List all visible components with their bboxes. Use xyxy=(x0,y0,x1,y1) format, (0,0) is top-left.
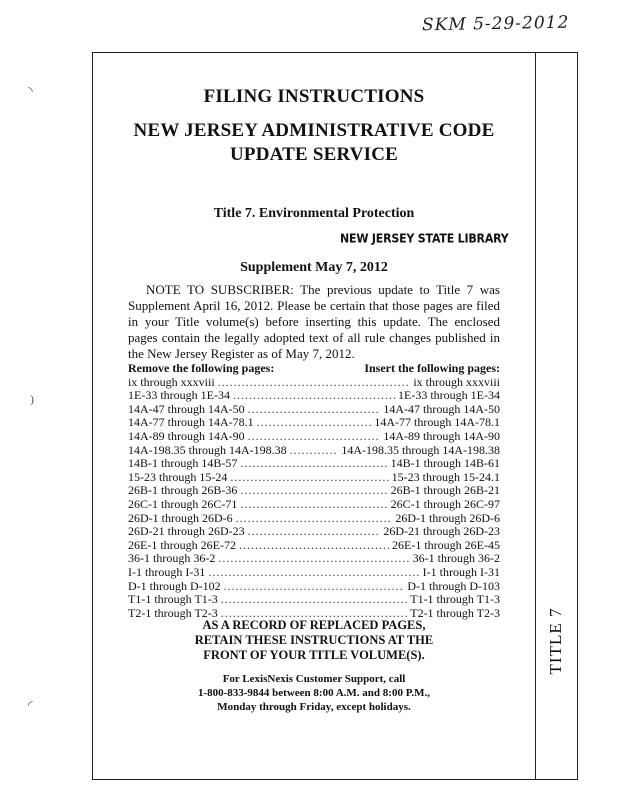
page-range-row xyxy=(128,552,500,566)
remove-range: 26E-1 through 26E-72 xyxy=(128,537,236,552)
remove-range: 14A-77 through 14A-78.1 xyxy=(128,415,254,430)
remove-range: ix through xxxviii xyxy=(128,374,215,389)
page-range-row xyxy=(128,389,500,403)
dot-leader xyxy=(224,580,405,594)
insert-range: 14B-1 through 14B-61 xyxy=(390,456,500,471)
pages-table-header xyxy=(128,362,500,376)
support-line: Monday through Friday, except holidays. xyxy=(217,701,411,713)
insert-range: 15-23 through 15-24.1 xyxy=(391,469,500,484)
insert-range: 14A-77 through 14A-78.1 xyxy=(374,415,500,430)
dot-leader xyxy=(233,389,395,403)
remove-range: T2-1 through T2-3 xyxy=(128,605,218,620)
insert-range: 26D-21 through 26D-23 xyxy=(383,524,500,539)
insert-range: 36-1 through 36-2 xyxy=(412,551,500,566)
insert-range: 1E-33 through 1E-34 xyxy=(398,388,500,403)
insert-pages-header: Insert the following pages: xyxy=(364,361,500,375)
page-range-row xyxy=(128,403,500,417)
library-stamp: NEW JERSEY STATE LIBRARY xyxy=(340,231,509,246)
record-notice-line: AS A RECORD OF REPLACED PAGES, xyxy=(202,618,426,632)
page-range-row xyxy=(128,498,500,512)
insert-range: D-1 through D-103 xyxy=(407,578,500,593)
page-range-row xyxy=(128,580,500,594)
doc-heading: FILING INSTRUCTIONS xyxy=(203,86,425,107)
remove-range: 14A-198.35 through 14A-198.38 xyxy=(128,442,287,457)
tab-divider xyxy=(535,52,536,780)
remove-range: 36-1 through 36-2 xyxy=(128,551,216,566)
remove-range: 14A-47 through 14A-50 xyxy=(128,401,245,416)
dot-leader xyxy=(218,376,411,390)
remove-range: 14A-89 through 14A-90 xyxy=(128,428,245,443)
insert-range: T1-1 through T1-3 xyxy=(410,592,500,607)
note-label: NOTE TO SUBSCRIBER: xyxy=(146,282,294,297)
dot-leader xyxy=(248,403,381,417)
pages-table xyxy=(128,362,500,620)
dot-leader xyxy=(290,444,339,458)
page-range-row xyxy=(128,484,500,498)
page-range-row xyxy=(128,593,500,607)
remove-range: 26B-1 through 26B-36 xyxy=(128,483,238,498)
page-range-row xyxy=(128,457,500,471)
dot-leader xyxy=(218,552,409,566)
insert-range: 26E-1 through 26E-45 xyxy=(392,537,500,552)
handwritten-note: SKM 5-29-2012 xyxy=(421,12,570,36)
remove-range: I-1 through I-31 xyxy=(128,564,206,579)
insert-range: 26D-1 through 26D-6 xyxy=(395,510,500,525)
dot-leader xyxy=(236,512,393,526)
dot-leader xyxy=(239,539,389,553)
page-range-row xyxy=(128,430,500,444)
insert-range: I-1 through I-31 xyxy=(422,564,500,579)
dot-leader xyxy=(248,525,381,539)
insert-range: 14A-198.35 through 14A-198.38 xyxy=(341,442,500,457)
page-range-row xyxy=(128,539,500,553)
binder-hole-mark: ◜ xyxy=(28,698,33,712)
insert-range: 14A-47 through 14A-50 xyxy=(383,401,500,416)
pages-table-rows xyxy=(128,376,500,621)
remove-pages-header: Remove the following pages: xyxy=(128,361,275,375)
doc-title-line-1: NEW JERSEY ADMINISTRATIVE CODE xyxy=(133,120,495,141)
insert-range: 14A-89 through 14A-90 xyxy=(383,428,500,443)
insert-range: 26C-1 through 26C-97 xyxy=(390,496,500,511)
supplement-date: Supplement May 7, 2012 xyxy=(240,260,388,275)
remove-range: 26D-21 through 26D-23 xyxy=(128,524,245,539)
dot-leader xyxy=(221,593,407,607)
support-line: 1-800-833-9844 between 8:00 A.M. and 8:00 P.M., xyxy=(197,687,431,699)
page-range-row xyxy=(128,512,500,526)
insert-range: 26B-1 through 26B-21 xyxy=(390,483,500,498)
binder-hole-mark: ◝ xyxy=(28,84,33,98)
page-range-row xyxy=(128,471,500,485)
remove-range: 14B-1 through 14B-57 xyxy=(128,456,238,471)
page-range-row xyxy=(128,566,500,580)
doc-title-line-2: UPDATE SERVICE xyxy=(229,144,399,165)
remove-range: 26C-1 through 26C-71 xyxy=(128,496,238,511)
record-notice-line: FRONT OF YOUR TITLE VOLUME(S). xyxy=(203,648,425,662)
subtitle: Title 7. Environmental Protection xyxy=(213,206,415,221)
insert-range: T2-1 through T2-3 xyxy=(410,605,500,620)
record-notice-line: RETAIN THESE INSTRUCTIONS AT THE xyxy=(194,633,434,647)
customer-support-info xyxy=(128,672,500,714)
dot-leader xyxy=(240,498,387,512)
remove-range: 26D-1 through 26D-6 xyxy=(128,510,233,525)
page-range-row xyxy=(128,525,500,539)
note-text: The previous update to Title 7 was Supplement April 16, 2012. Please be certain that those pages are filed in your Title volume(s) before inserting this update. The enclosed pages contain the legally adopted text of all rule changes published in the New Jersey Register as of May 7, 2012. xyxy=(128,282,500,361)
dot-leader xyxy=(248,430,381,444)
dot-leader xyxy=(240,457,387,471)
remove-range: 1E-33 through 1E-34 xyxy=(128,388,230,403)
insert-range: ix through xxxviii xyxy=(413,374,500,389)
page-range-row xyxy=(128,376,500,390)
title-tab-label: TITLE 7 xyxy=(546,607,565,675)
binder-hole-mark: ) xyxy=(30,392,34,406)
support-line: For LexisNexis Customer Support, call xyxy=(222,673,406,685)
dot-leader xyxy=(240,484,387,498)
dot-leader xyxy=(257,416,372,430)
record-notice xyxy=(128,618,500,663)
page-range-row xyxy=(128,416,500,430)
dot-leader xyxy=(230,471,388,485)
page-range-row xyxy=(128,444,500,458)
subscriber-note xyxy=(128,282,500,362)
remove-range: T1-1 through T1-3 xyxy=(128,592,218,607)
remove-range: D-1 through D-102 xyxy=(128,578,221,593)
dot-leader xyxy=(208,566,419,580)
remove-range: 15-23 through 15-24 xyxy=(128,469,228,484)
